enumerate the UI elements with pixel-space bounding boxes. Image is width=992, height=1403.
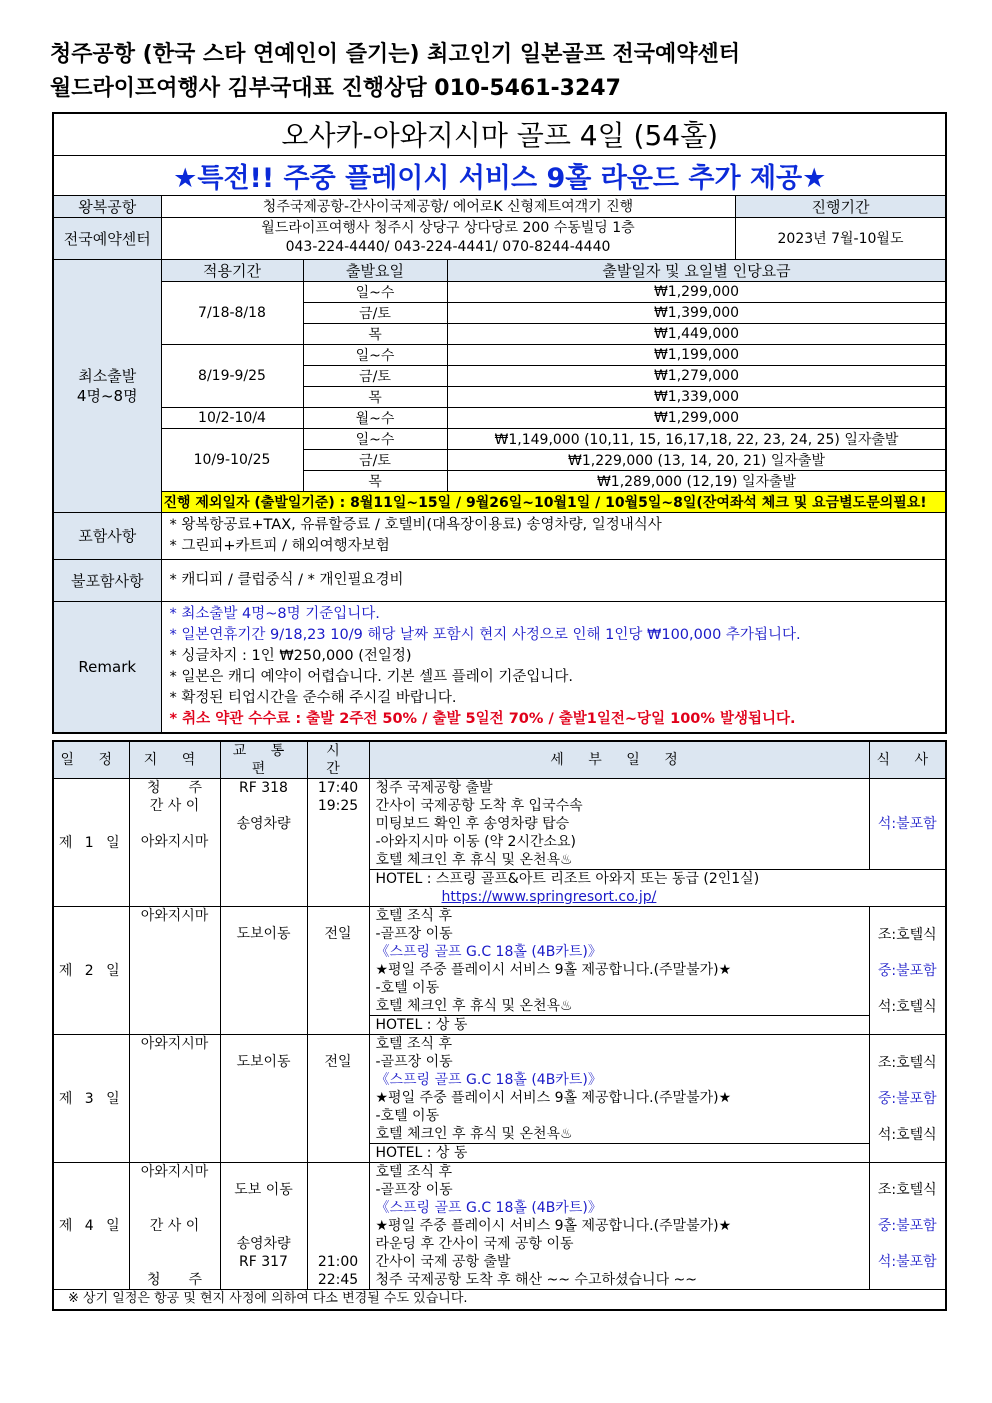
time-line: 19:25 (317, 798, 359, 814)
day-region (129, 1163, 220, 1290)
day-label: 제 2 일 (53, 907, 129, 1035)
day-time (307, 907, 369, 1035)
region-line: 간 사 이 (149, 798, 200, 814)
day-region (129, 779, 220, 907)
min-group-label (53, 259, 161, 512)
min-group-line-1: 최소출발 (78, 366, 137, 385)
golf-course-line: 《스프링 골프 G.C 18홀 (4B카트)》 (375, 1200, 602, 1216)
detail-line: 미팅보드 확인 후 송영차량 탑승 (375, 816, 570, 832)
region-line: 아와지시마 (140, 908, 209, 924)
detail-line: -골프장 이동 (375, 1182, 453, 1198)
col-header-period: 적용기간 (161, 259, 303, 281)
flight-value: 청주국제공항-간사이국제공항/ 에어로K 신형제트여객기 진행 (161, 195, 735, 217)
price: ₩1,399,000 (447, 302, 946, 323)
day-label: 제 4 일 (53, 1163, 129, 1290)
remark-item: * 최소출발 4명~8명 기준입니다. (169, 605, 380, 622)
detail-line: 호텔 조식 후 (375, 1036, 453, 1052)
day-time (307, 1163, 369, 1290)
day-transport (220, 1035, 307, 1163)
sched-header-transport: 교 통 편 (220, 741, 307, 779)
header-line-1: 청주공항 (한국 스타 연예인이 즐기는) 최고인기 일본골프 전국예약센터 (50, 42, 741, 67)
detail-line: 청주 국제공항 출발 (375, 780, 493, 796)
meal-dinner: 석:불포함 (877, 1254, 937, 1270)
price: ₩1,289,000 (12,19) 일자출발 (447, 470, 946, 491)
col-header-price: 출발일자 및 요일별 인당요금 (447, 259, 946, 281)
center-label: 전국예약센터 (53, 217, 161, 259)
meal-dinner: 석:호텔식 (877, 1126, 937, 1143)
depart-day: 일~수 (303, 344, 447, 365)
col-header-day: 출발요일 (303, 259, 447, 281)
detail-line: 호텔 조식 후 (375, 1164, 453, 1180)
sched-header-day: 일 정 (53, 741, 129, 779)
includes-list (161, 512, 946, 559)
schedule-footnote: ※ 상기 일정은 항공 및 현지 사정에 의하여 다소 변경될 수도 있습니다. (53, 1290, 946, 1310)
includes-item: * 왕복항공료+TAX, 유류할증료 / 호텔비(대욕장이용료) 송영차량, 일정내식사 (169, 516, 662, 533)
includes-item: * 그린피+카트피 / 해외여행자보험 (169, 537, 390, 554)
excludes-item: * 캐디피 / 클럽중식 / * 개인필요경비 (169, 571, 404, 588)
transport-line: RF 317 (239, 1254, 288, 1270)
detail-line: ★평일 주중 플레이시 서비스 9홀 제공합니다.(주말불가)★ (375, 962, 732, 978)
golf-course-line: 《스프링 골프 G.C 18홀 (4B카트)》 (375, 944, 602, 960)
depart-day: 목 (303, 386, 447, 407)
remark-item: * 일본은 캐디 예약이 어렵습니다. 기본 셀프 플레이 기준입니다. (169, 668, 574, 685)
day-time (307, 1035, 369, 1163)
time-line: 17:40 (317, 780, 359, 796)
depart-day: 금/토 (303, 365, 447, 386)
region-line: 아와지시마 (140, 1036, 209, 1052)
time-line: 전일 (324, 1054, 352, 1070)
transport-line: RF 318 (239, 780, 288, 796)
hotel-info: HOTEL : 상 동 (369, 1144, 869, 1163)
detail-line: 호텔 체크인 후 휴식 및 온천욕♨ (375, 852, 573, 868)
depart-day: 금/토 (303, 302, 447, 323)
day-meals (869, 907, 946, 1035)
day-meals (869, 1035, 946, 1163)
meal-lunch: 중:불포함 (877, 1218, 937, 1234)
meal-lunch: 중:불포함 (877, 1090, 937, 1107)
transport-line: 도보이동 (236, 926, 291, 942)
exclusion-notice: 진행 제외일자 (출발일기준) : 8월11일~15일 / 9월26일~10월1일 / 10월5일~8일(잔여좌석 체크 및 요금별도문의필요! (161, 491, 946, 512)
product-title: 오사카-아와지시마 골프 4일 (54홀) (53, 113, 946, 155)
price: ₩1,229,000 (13, 14, 20, 21) 일자출발 (447, 449, 946, 470)
day-meals (869, 1163, 946, 1290)
price: ₩1,149,000 (10,11, 15, 16,17,18, 22, 23, 24, 25) 일자출발 (447, 428, 946, 449)
region-line: 아와지시마 (140, 1164, 209, 1180)
detail-line: 간사이 국제공항 도착 후 입국수속 (375, 798, 583, 814)
depart-day: 금/토 (303, 449, 447, 470)
day-region (129, 907, 220, 1035)
center-address: 월드라이프여행사 청주시 상당구 상다당로 200 수동빌딩 1층 (261, 220, 635, 236)
meal-lunch: 중:불포함 (877, 962, 937, 979)
price: ₩1,299,000 (447, 281, 946, 302)
day-label: 제 1 일 (53, 779, 129, 907)
excludes-list (161, 559, 946, 601)
remark-item: * 일본연휴기간 9/18,23 10/9 해당 날짜 포함시 현지 사정으로 인해 1인당 ₩100,000 추가됩니다. (169, 626, 801, 643)
day-label: 제 3 일 (53, 1035, 129, 1163)
special-offer: ★특전!! 주중 플레이시 서비스 9홀 라운드 추가 제공★ (53, 155, 946, 195)
hotel-line: HOTEL : 스프링 골프&아트 리조트 아와지 또는 동급 (2인1실) (375, 871, 760, 887)
period-value: 2023년 7월-10월도 (735, 217, 946, 259)
sched-header-details: 세 부 일 정 (369, 741, 869, 779)
detail-line: -골프장 이동 (375, 926, 453, 942)
schedule-table (52, 740, 947, 1311)
day-details (369, 779, 869, 870)
transport-line: 송영차량 (236, 1236, 291, 1252)
region-line: 청 주 (146, 1272, 203, 1288)
includes-label: 포함사항 (53, 512, 161, 559)
time-line: 22:45 (317, 1272, 359, 1288)
region-line: 아와지시마 (140, 834, 209, 850)
day-details (369, 907, 869, 1016)
price: ₩1,449,000 (447, 323, 946, 344)
day-transport (220, 779, 307, 907)
detail-line: 호텔 조식 후 (375, 908, 453, 924)
depart-day: 일~수 (303, 428, 447, 449)
detail-line: -호텔 이동 (375, 980, 440, 996)
price: ₩1,279,000 (447, 365, 946, 386)
meal-dinner: 석:호텔식 (877, 998, 937, 1015)
time-line: 전일 (324, 926, 352, 942)
remark-label: Remark (53, 601, 161, 733)
hotel-info: HOTEL : 상 동 (369, 1016, 869, 1035)
detail-line: ★평일 주중 플레이시 서비스 9홀 제공합니다.(주말불가)★ (375, 1218, 732, 1234)
period-label: 진행기간 (735, 195, 946, 217)
detail-line: ★평일 주중 플레이시 서비스 9홀 제공합니다.(주말불가)★ (375, 1090, 732, 1106)
transport-line: 송영차량 (236, 816, 291, 832)
detail-line: -골프장 이동 (375, 1054, 453, 1070)
price: ₩1,199,000 (447, 344, 946, 365)
depart-day: 목 (303, 470, 447, 491)
time-line: 21:00 (317, 1254, 359, 1270)
day-time (307, 779, 369, 907)
remark-item: * 확정된 티업시간을 준수해 주시길 바랍니다. (169, 689, 457, 706)
period-range: 10/9-10/25 (161, 428, 303, 491)
flight-label: 왕복공항 (53, 195, 161, 217)
remark-item-cancel: * 취소 약관 수수료 : 출발 2주전 50% / 출발 5일전 70% / 출발1일전~당일 100% 발생됩니다. (169, 710, 796, 727)
detail-line: 간사이 국제 공항 출발 (375, 1254, 511, 1270)
detail-line: 청주 국제공항 도착 후 해산 ~~ 수고하셨습니다 ~~ (375, 1272, 698, 1288)
depart-day: 목 (303, 323, 447, 344)
product-table (52, 112, 947, 734)
remark-item: * 싱글차지 : 1인 ₩250,000 (전일정) (169, 647, 412, 664)
detail-line: 라운딩 후 간사이 국제 공항 이동 (375, 1236, 574, 1252)
sched-header-region: 지 역 (129, 741, 220, 779)
detail-line: 호텔 체크인 후 휴식 및 온천욕♨ (375, 998, 573, 1014)
day-transport (220, 907, 307, 1035)
day-details (369, 1163, 869, 1290)
day-meals (869, 779, 946, 870)
price: ₩1,299,000 (447, 407, 946, 428)
remark-list (161, 601, 946, 733)
region-line: 간 사 이 (149, 1218, 200, 1234)
transport-line: 도보 이동 (234, 1182, 293, 1198)
meal-breakfast: 조:호텔식 (877, 1182, 937, 1198)
period-range: 8/19-9/25 (161, 344, 303, 407)
meal-breakfast: 조:호텔식 (877, 1054, 937, 1071)
excludes-label: 불포함사항 (53, 559, 161, 601)
detail-line: -호텔 이동 (375, 1108, 440, 1124)
region-line: 청 주 (146, 780, 203, 796)
hotel-website-link[interactable]: https://www.springresort.co.jp/ (441, 889, 657, 905)
meal-dinner: 석:불포함 (877, 816, 937, 832)
depart-day: 일~수 (303, 281, 447, 302)
center-phone: 043-224-4440/ 043-224-4441/ 070-8244-4440 (285, 239, 611, 255)
detail-line: 호텔 체크인 후 휴식 및 온천욕♨ (375, 1126, 573, 1142)
price: ₩1,339,000 (447, 386, 946, 407)
min-group-line-2: 4명~8명 (76, 386, 138, 405)
day-region (129, 1035, 220, 1163)
day-transport (220, 1163, 307, 1290)
transport-line: 도보이동 (236, 1054, 291, 1070)
header-line-2: 월드라이프여행사 김부국대표 진행상담 010-5461-3247 (50, 76, 621, 101)
period-range: 7/18-8/18 (161, 281, 303, 344)
meal-breakfast: 조:호텔식 (877, 926, 937, 943)
detail-line: -아와지시마 이동 (약 2시간소요) (375, 834, 577, 850)
golf-course-line: 《스프링 골프 G.C 18홀 (4B카트)》 (375, 1072, 602, 1088)
center-info (161, 217, 735, 259)
depart-day: 월~수 (303, 407, 447, 428)
sched-header-time: 시 간 (307, 741, 369, 779)
sched-header-meals: 식 사 (869, 741, 946, 779)
hotel-info (369, 870, 946, 907)
period-range: 10/2-10/4 (161, 407, 303, 428)
day-details (369, 1035, 869, 1144)
